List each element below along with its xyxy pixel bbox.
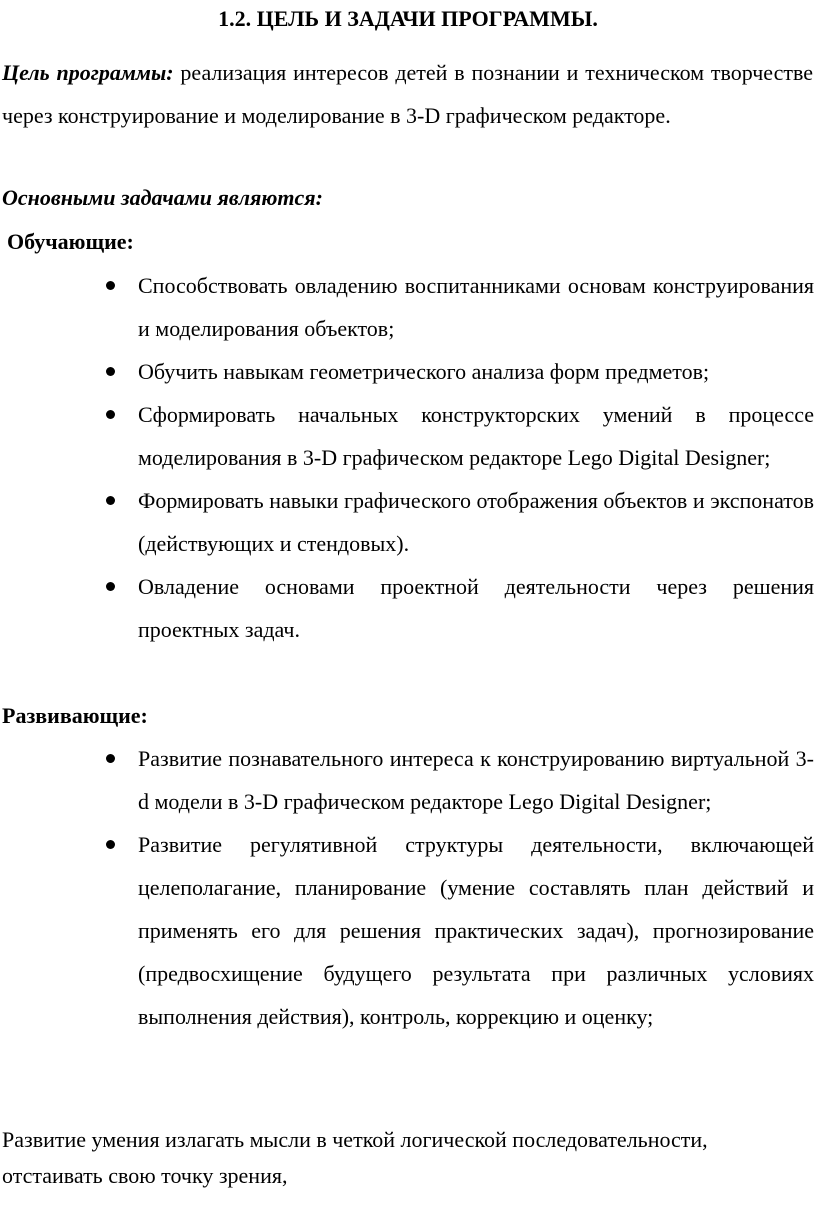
list-item: Овладение основами проектной деятельности через решения проектных задач. bbox=[0, 565, 816, 651]
bullet-icon bbox=[106, 367, 115, 376]
bullet-icon bbox=[106, 582, 115, 591]
teaching-heading: Обучающие: bbox=[7, 229, 134, 254]
bullet-icon bbox=[106, 410, 115, 419]
bullet-icon bbox=[106, 281, 115, 290]
goal-text: реализация интересов детей в познании и техническом творчестве через конструирование и моделирование в 3-D графическом редакторе. bbox=[2, 60, 813, 128]
goal-paragraph bbox=[2, 51, 813, 137]
section-title: 1.2. ЦЕЛЬ И ЗАДАЧИ ПРОГРАММЫ. bbox=[218, 6, 598, 31]
list-item: Обучить навыкам геометрического анализа форм предметов; bbox=[0, 350, 816, 393]
tasks-heading: Основными задачами являются: bbox=[2, 185, 323, 210]
developing-list bbox=[0, 737, 816, 1038]
list-item: Способствовать овладению воспитанниками основам конструирования и моделирования объектов; bbox=[0, 264, 816, 350]
goal-lead: Цель программы: bbox=[2, 60, 174, 85]
bullet-icon bbox=[106, 840, 115, 849]
list-item: Развитие регулятивной структуры деятельности, включающей целеполагание, планирование (умение составлять план действий и применять его для решения практических задач), прогнозирование (предвосхищение будущего результата при различных условиях выполнения действия), контроль, коррекцию и оценку; bbox=[0, 823, 816, 1038]
bullet-icon bbox=[106, 754, 115, 763]
list-item: Сформировать начальных конструкторских умений в процессе моделирования в 3-D графическом редакторе Lego Digital Designer; bbox=[0, 393, 816, 479]
teaching-list bbox=[0, 264, 816, 651]
list-item: Развитие познавательного интереса к конструированию виртуальной 3-d модели в 3-D графическом редакторе Lego Digital Designer; bbox=[0, 737, 816, 823]
bullet-icon bbox=[106, 496, 115, 505]
final-paragraph: Развитие умения излагать мысли в четкой логической последовательности, отстаивать свою точку зрения, bbox=[2, 1127, 708, 1188]
developing-heading: Развивающие: bbox=[2, 703, 148, 728]
list-item: Формировать навыки графического отображения объектов и экспонатов (действующих и стендовых). bbox=[0, 479, 816, 565]
